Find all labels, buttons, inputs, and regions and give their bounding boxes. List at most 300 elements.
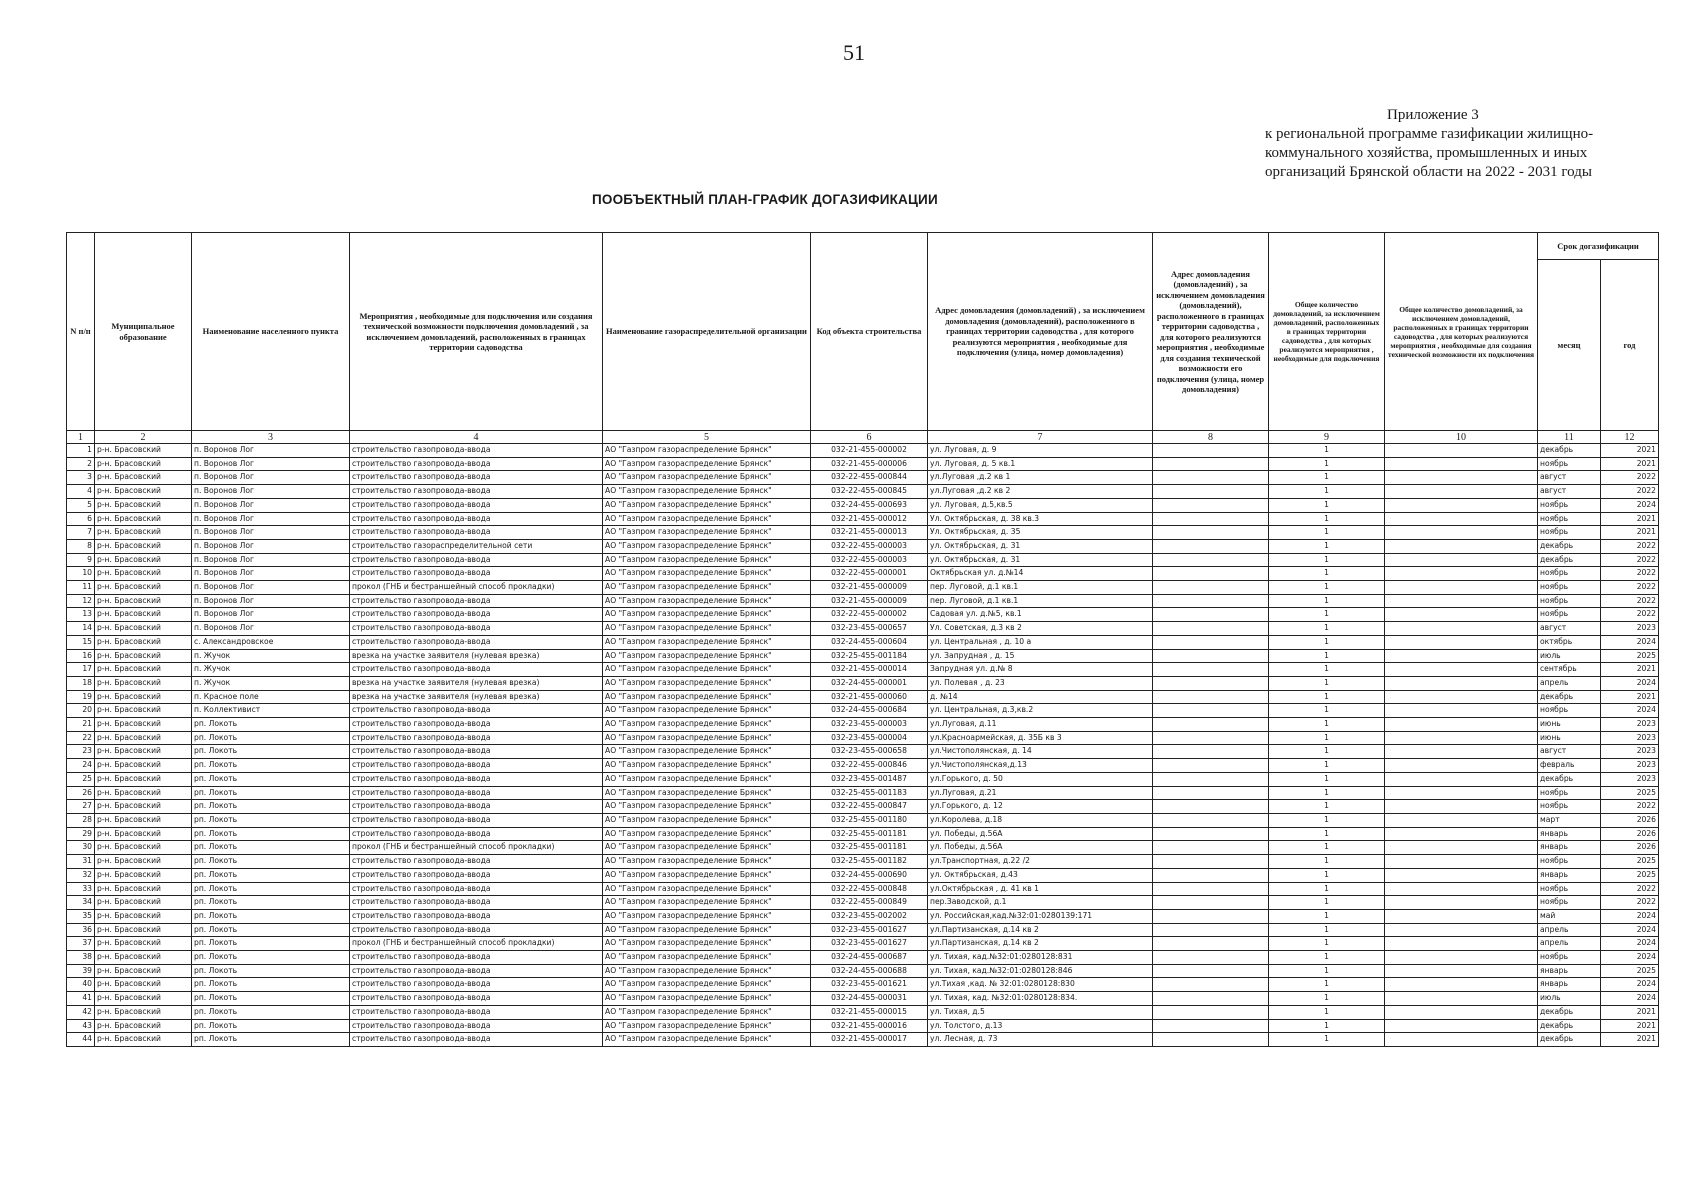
address-tech-cell: [1153, 800, 1269, 814]
table-row: [67, 786, 1659, 800]
count-cell: 1: [1269, 800, 1385, 814]
measure-cell: строительство газопровода-ввода: [350, 622, 603, 636]
address-cell: пер.Заводской, д.1: [928, 896, 1153, 910]
count-cell: 1: [1269, 964, 1385, 978]
object-code-cell: 032-22-455-000846: [811, 759, 928, 773]
month-cell: январь: [1538, 964, 1601, 978]
address-cell: ул.Горького, д. 50: [928, 772, 1153, 786]
month-cell: ноябрь: [1538, 608, 1601, 622]
month-cell: ноябрь: [1538, 896, 1601, 910]
municipality-cell: р-н. Брасовский: [95, 622, 192, 636]
count-tech-cell: [1385, 841, 1538, 855]
month-cell: октябрь: [1538, 635, 1601, 649]
month-cell: январь: [1538, 978, 1601, 992]
address-tech-cell: [1153, 608, 1269, 622]
table-row: [67, 718, 1659, 732]
measure-cell: строительство газопровода-ввода: [350, 512, 603, 526]
table-row: [67, 868, 1659, 882]
count-tech-cell: [1385, 1019, 1538, 1033]
row-number: 24: [67, 759, 95, 773]
table-row: [67, 1033, 1659, 1047]
object-code-cell: 032-21-455-000014: [811, 663, 928, 677]
measure-cell: врезка на участке заявителя (нулевая врезка): [350, 690, 603, 704]
settlement-cell: п. Воронов Лог: [192, 444, 350, 458]
gas-org-cell: АО "Газпром газораспределение Брянск": [603, 594, 811, 608]
measure-cell: строительство газопровода-ввода: [350, 457, 603, 471]
month-cell: ноябрь: [1538, 581, 1601, 595]
count-cell: 1: [1269, 718, 1385, 732]
municipality-cell: р-н. Брасовский: [95, 923, 192, 937]
count-cell: 1: [1269, 649, 1385, 663]
measure-cell: строительство газопровода-ввода: [350, 635, 603, 649]
address-tech-cell: [1153, 444, 1269, 458]
table-row: [67, 813, 1659, 827]
column-number: 8: [1153, 431, 1269, 444]
row-number: 34: [67, 896, 95, 910]
object-code-cell: 032-22-455-000002: [811, 608, 928, 622]
object-code-cell: 032-21-455-000013: [811, 526, 928, 540]
object-code-cell: 032-24-455-000690: [811, 868, 928, 882]
gas-org-cell: АО "Газпром газораспределение Брянск": [603, 690, 811, 704]
municipality-cell: р-н. Брасовский: [95, 649, 192, 663]
row-number: 27: [67, 800, 95, 814]
municipality-cell: р-н. Брасовский: [95, 786, 192, 800]
settlement-cell: рп. Локоть: [192, 827, 350, 841]
object-code-cell: 032-23-455-001627: [811, 937, 928, 951]
year-cell: 2026: [1601, 813, 1659, 827]
table-row: [67, 553, 1659, 567]
gas-org-cell: АО "Газпром газораспределение Брянск": [603, 964, 811, 978]
row-number: 38: [67, 951, 95, 965]
year-cell: 2024: [1601, 951, 1659, 965]
row-number: 13: [67, 608, 95, 622]
settlement-cell: п. Воронов Лог: [192, 608, 350, 622]
gas-org-cell: АО "Газпром газораспределение Брянск": [603, 759, 811, 773]
column-number: 1: [67, 431, 95, 444]
count-cell: 1: [1269, 896, 1385, 910]
address-tech-cell: [1153, 581, 1269, 595]
gas-org-cell: АО "Газпром газораспределение Брянск": [603, 868, 811, 882]
object-code-cell: 032-23-455-000003: [811, 718, 928, 732]
year-cell: 2021: [1601, 1019, 1659, 1033]
object-code-cell: 032-24-455-000684: [811, 704, 928, 718]
municipality-cell: р-н. Брасовский: [95, 882, 192, 896]
row-number: 37: [67, 937, 95, 951]
table-row: [67, 1019, 1659, 1033]
count-tech-cell: [1385, 813, 1538, 827]
year-cell: 2025: [1601, 868, 1659, 882]
year-cell: 2025: [1601, 855, 1659, 869]
address-tech-cell: [1153, 498, 1269, 512]
count-tech-cell: [1385, 663, 1538, 677]
month-cell: декабрь: [1538, 1033, 1601, 1047]
object-code-cell: 032-22-455-000844: [811, 471, 928, 485]
municipality-cell: р-н. Брасовский: [95, 457, 192, 471]
municipality-cell: р-н. Брасовский: [95, 539, 192, 553]
settlement-cell: рп. Локоть: [192, 786, 350, 800]
municipality-cell: р-н. Брасовский: [95, 868, 192, 882]
settlement-cell: п. Жучок: [192, 663, 350, 677]
month-cell: сентябрь: [1538, 663, 1601, 677]
municipality-cell: р-н. Брасовский: [95, 964, 192, 978]
measure-cell: врезка на участке заявителя (нулевая врезка): [350, 649, 603, 663]
count-tech-cell: [1385, 649, 1538, 663]
municipality-cell: р-н. Брасовский: [95, 745, 192, 759]
header-municipality: Муниципальное образование: [95, 233, 192, 431]
header-measures: Мероприятия , необходимые для подключения или создания технической возможности подключения домовладений , за исключением домовладений, расположенных в границах территории садоводства: [350, 233, 603, 431]
header-object-code: Код объекта строительства: [811, 233, 928, 431]
address-tech-cell: [1153, 896, 1269, 910]
year-cell: 2024: [1601, 978, 1659, 992]
measure-cell: прокол (ГНБ и бестраншейный способ прокладки): [350, 581, 603, 595]
table-body: [67, 444, 1659, 1047]
address-cell: ул. Толстого, д.13: [928, 1019, 1153, 1033]
row-number: 14: [67, 622, 95, 636]
measure-cell: строительство газопровода-ввода: [350, 526, 603, 540]
measure-cell: строительство газопровода-ввода: [350, 978, 603, 992]
count-cell: 1: [1269, 594, 1385, 608]
column-number: 3: [192, 431, 350, 444]
month-cell: ноябрь: [1538, 498, 1601, 512]
settlement-cell: п. Воронов Лог: [192, 457, 350, 471]
measure-cell: строительство газопровода-ввода: [350, 704, 603, 718]
row-number: 28: [67, 813, 95, 827]
year-cell: 2022: [1601, 485, 1659, 499]
municipality-cell: р-н. Брасовский: [95, 978, 192, 992]
count-cell: 1: [1269, 978, 1385, 992]
table-row: [67, 608, 1659, 622]
address-cell: Садовая ул. д.№5, кв.1: [928, 608, 1153, 622]
row-number: 30: [67, 841, 95, 855]
municipality-cell: р-н. Брасовский: [95, 444, 192, 458]
row-number: 11: [67, 581, 95, 595]
count-cell: 1: [1269, 471, 1385, 485]
row-number: 32: [67, 868, 95, 882]
measure-cell: строительство газопровода-ввода: [350, 567, 603, 581]
municipality-cell: р-н. Брасовский: [95, 690, 192, 704]
table-row: [67, 622, 1659, 636]
header-year: год: [1601, 260, 1659, 431]
municipality-cell: р-н. Брасовский: [95, 498, 192, 512]
municipality-cell: р-н. Брасовский: [95, 553, 192, 567]
gas-org-cell: АО "Газпром газораспределение Брянск": [603, 608, 811, 622]
measure-cell: строительство газопровода-ввода: [350, 951, 603, 965]
municipality-cell: р-н. Брасовский: [95, 485, 192, 499]
municipality-cell: р-н. Брасовский: [95, 526, 192, 540]
month-cell: ноябрь: [1538, 882, 1601, 896]
count-tech-cell: [1385, 951, 1538, 965]
settlement-cell: рп. Локоть: [192, 731, 350, 745]
table-row: [67, 539, 1659, 553]
gas-org-cell: АО "Газпром газораспределение Брянск": [603, 539, 811, 553]
table-row: [67, 567, 1659, 581]
header-address: Адрес домовладения (домовладений) , за исключением домовладения (домовладений), расположенного в границах территории садоводства , для которого реализуются мероприятия , необходимые для подключения (улица, номер домовладения): [928, 233, 1153, 431]
gas-org-cell: АО "Газпром газораспределение Брянск": [603, 882, 811, 896]
address-tech-cell: [1153, 786, 1269, 800]
gas-org-cell: АО "Газпром газораспределение Брянск": [603, 855, 811, 869]
table-row: [67, 663, 1659, 677]
address-tech-cell: [1153, 471, 1269, 485]
month-cell: декабрь: [1538, 772, 1601, 786]
settlement-cell: п. Воронов Лог: [192, 485, 350, 499]
object-code-cell: 032-21-455-000009: [811, 581, 928, 595]
month-cell: август: [1538, 471, 1601, 485]
count-tech-cell: [1385, 498, 1538, 512]
count-cell: 1: [1269, 909, 1385, 923]
municipality-cell: р-н. Брасовский: [95, 772, 192, 786]
row-number: 1: [67, 444, 95, 458]
measure-cell: строительство газопровода-ввода: [350, 772, 603, 786]
row-number: 3: [67, 471, 95, 485]
measure-cell: врезка на участке заявителя (нулевая врезка): [350, 676, 603, 690]
measure-cell: строительство газопровода-ввода: [350, 923, 603, 937]
table-row: [67, 951, 1659, 965]
object-code-cell: 032-21-455-000006: [811, 457, 928, 471]
address-cell: пер. Луговой, д.1 кв.1: [928, 581, 1153, 595]
object-code-cell: 032-21-455-000002: [811, 444, 928, 458]
gas-org-cell: АО "Газпром газораспределение Брянск": [603, 827, 811, 841]
column-number: 2: [95, 431, 192, 444]
year-cell: 2021: [1601, 444, 1659, 458]
settlement-cell: п. Воронов Лог: [192, 471, 350, 485]
count-tech-cell: [1385, 759, 1538, 773]
year-cell: 2023: [1601, 731, 1659, 745]
row-number: 22: [67, 731, 95, 745]
row-number: 26: [67, 786, 95, 800]
address-tech-cell: [1153, 855, 1269, 869]
measure-cell: строительство газопровода-ввода: [350, 855, 603, 869]
address-cell: ул. Луговая, д. 9: [928, 444, 1153, 458]
row-number: 39: [67, 964, 95, 978]
settlement-cell: рп. Локоть: [192, 759, 350, 773]
header-total-count: Общее количество домовладений, за исключением домовладений, расположенных в границах территории садоводства , для которых реализуются мероприятия , необходимые для подключения: [1269, 233, 1385, 431]
table-row: [67, 937, 1659, 951]
table-row: [67, 512, 1659, 526]
month-cell: август: [1538, 622, 1601, 636]
address-cell: ул.Луговая, д.11: [928, 718, 1153, 732]
object-code-cell: 032-25-455-001182: [811, 855, 928, 869]
settlement-cell: рп. Локоть: [192, 923, 350, 937]
settlement-cell: рп. Локоть: [192, 745, 350, 759]
measure-cell: строительство газопровода-ввода: [350, 759, 603, 773]
year-cell: 2023: [1601, 622, 1659, 636]
measure-cell: строительство газопровода-ввода: [350, 882, 603, 896]
municipality-cell: р-н. Брасовский: [95, 896, 192, 910]
year-cell: 2022: [1601, 471, 1659, 485]
object-code-cell: 032-22-455-000848: [811, 882, 928, 896]
gas-org-cell: АО "Газпром газораспределение Брянск": [603, 526, 811, 540]
address-cell: ул. Центральная, д.3,кв.2: [928, 704, 1153, 718]
year-cell: 2024: [1601, 704, 1659, 718]
count-tech-cell: [1385, 827, 1538, 841]
header-gas-org: Наименование газораспределительной организации: [603, 233, 811, 431]
municipality-cell: р-н. Брасовский: [95, 841, 192, 855]
address-tech-cell: [1153, 813, 1269, 827]
table-row: [67, 649, 1659, 663]
table-row: [67, 731, 1659, 745]
address-tech-cell: [1153, 909, 1269, 923]
month-cell: декабрь: [1538, 690, 1601, 704]
gas-org-cell: АО "Газпром газораспределение Брянск": [603, 1005, 811, 1019]
table-row: [67, 978, 1659, 992]
object-code-cell: 032-21-455-000012: [811, 512, 928, 526]
count-cell: 1: [1269, 608, 1385, 622]
count-tech-cell: [1385, 978, 1538, 992]
measure-cell: строительство газопровода-ввода: [350, 444, 603, 458]
municipality-cell: р-н. Брасовский: [95, 581, 192, 595]
municipality-cell: р-н. Брасовский: [95, 855, 192, 869]
object-code-cell: 032-25-455-001184: [811, 649, 928, 663]
table-row: [67, 581, 1659, 595]
count-tech-cell: [1385, 909, 1538, 923]
address-cell: Ул. Октябрьская, д. 38 кв.3: [928, 512, 1153, 526]
address-cell: ул.Горького, д. 12: [928, 800, 1153, 814]
year-cell: 2024: [1601, 909, 1659, 923]
address-cell: ул. Полевая , д. 23: [928, 676, 1153, 690]
municipality-cell: р-н. Брасовский: [95, 1033, 192, 1047]
year-cell: 2025: [1601, 964, 1659, 978]
count-cell: 1: [1269, 868, 1385, 882]
row-number: 20: [67, 704, 95, 718]
row-number: 31: [67, 855, 95, 869]
count-tech-cell: [1385, 882, 1538, 896]
settlement-cell: рп. Локоть: [192, 1005, 350, 1019]
month-cell: июль: [1538, 992, 1601, 1006]
count-tech-cell: [1385, 718, 1538, 732]
row-number: 2: [67, 457, 95, 471]
gas-org-cell: АО "Газпром газораспределение Брянск": [603, 731, 811, 745]
month-cell: апрель: [1538, 923, 1601, 937]
municipality-cell: р-н. Брасовский: [95, 951, 192, 965]
settlement-cell: рп. Локоть: [192, 909, 350, 923]
address-cell: ул. Запрудная , д. 15: [928, 649, 1153, 663]
count-cell: 1: [1269, 813, 1385, 827]
table-row: [67, 964, 1659, 978]
month-cell: ноябрь: [1538, 594, 1601, 608]
measure-cell: строительство газопровода-ввода: [350, 964, 603, 978]
table-row: [67, 457, 1659, 471]
count-cell: 1: [1269, 1019, 1385, 1033]
address-cell: ул.Чистополянская, д. 14: [928, 745, 1153, 759]
measure-cell: строительство газопровода-ввода: [350, 1005, 603, 1019]
address-tech-cell: [1153, 964, 1269, 978]
month-cell: август: [1538, 745, 1601, 759]
settlement-cell: рп. Локоть: [192, 896, 350, 910]
document-title: ПООБЪЕКТНЫЙ ПЛАН-ГРАФИК ДОГАЗИФИКАЦИИ: [592, 192, 938, 207]
settlement-cell: рп. Локоть: [192, 772, 350, 786]
column-number: 7: [928, 431, 1153, 444]
month-cell: июль: [1538, 649, 1601, 663]
month-cell: декабрь: [1538, 553, 1601, 567]
settlement-cell: п. Коллективист: [192, 704, 350, 718]
table-row: [67, 635, 1659, 649]
address-cell: ул. Тихая, кад.№32:01:0280128:831: [928, 951, 1153, 965]
month-cell: декабрь: [1538, 444, 1601, 458]
object-code-cell: 032-25-455-001181: [811, 841, 928, 855]
count-tech-cell: [1385, 444, 1538, 458]
object-code-cell: 032-24-455-000001: [811, 676, 928, 690]
object-code-cell: 032-25-455-001180: [811, 813, 928, 827]
address-cell: ул.Луговая ,д.2 кв 1: [928, 471, 1153, 485]
address-cell: ул. Октябрьская, д. 31: [928, 539, 1153, 553]
row-number: 29: [67, 827, 95, 841]
count-cell: 1: [1269, 526, 1385, 540]
appendix-line: организаций Брянской области на 2022 - 2031 годы: [1265, 164, 1592, 180]
gas-org-cell: АО "Газпром газораспределение Брянск": [603, 663, 811, 677]
municipality-cell: р-н. Брасовский: [95, 635, 192, 649]
table-row: [67, 882, 1659, 896]
settlement-cell: п. Воронов Лог: [192, 526, 350, 540]
row-number: 15: [67, 635, 95, 649]
address-cell: ул. Тихая, кад.№32:01:0280128:846: [928, 964, 1153, 978]
count-cell: 1: [1269, 498, 1385, 512]
gas-org-cell: АО "Газпром газораспределение Брянск": [603, 992, 811, 1006]
municipality-cell: р-н. Брасовский: [95, 992, 192, 1006]
settlement-cell: рп. Локоть: [192, 951, 350, 965]
row-number: 6: [67, 512, 95, 526]
address-cell: ул. Российская,кад.№32:01:0280139:171: [928, 909, 1153, 923]
table-row: [67, 992, 1659, 1006]
address-cell: ул. Победы, д.56А: [928, 827, 1153, 841]
municipality-cell: р-н. Брасовский: [95, 567, 192, 581]
address-cell: Октябрьская ул. д.№14: [928, 567, 1153, 581]
address-tech-cell: [1153, 485, 1269, 499]
settlement-cell: рп. Локоть: [192, 937, 350, 951]
address-cell: ул.Транспортная, д.22 /2: [928, 855, 1153, 869]
month-cell: декабрь: [1538, 1019, 1601, 1033]
gas-org-cell: АО "Газпром газораспределение Брянск": [603, 841, 811, 855]
measure-cell: строительство газопровода-ввода: [350, 786, 603, 800]
address-tech-cell: [1153, 649, 1269, 663]
municipality-cell: р-н. Брасовский: [95, 1019, 192, 1033]
settlement-cell: п. Воронов Лог: [192, 567, 350, 581]
year-cell: 2022: [1601, 608, 1659, 622]
year-cell: 2025: [1601, 786, 1659, 800]
settlement-cell: рп. Локоть: [192, 992, 350, 1006]
gas-org-cell: АО "Газпром газораспределение Брянск": [603, 622, 811, 636]
settlement-cell: рп. Локоть: [192, 813, 350, 827]
column-number-row: [67, 431, 1659, 444]
object-code-cell: 032-24-455-000031: [811, 992, 928, 1006]
table-row: [67, 1005, 1659, 1019]
count-tech-cell: [1385, 923, 1538, 937]
settlement-cell: рп. Локоть: [192, 1019, 350, 1033]
municipality-cell: р-н. Брасовский: [95, 594, 192, 608]
year-cell: 2026: [1601, 827, 1659, 841]
column-number: 11: [1538, 431, 1601, 444]
municipality-cell: р-н. Брасовский: [95, 718, 192, 732]
object-code-cell: 032-25-455-001181: [811, 827, 928, 841]
settlement-cell: п. Воронов Лог: [192, 622, 350, 636]
row-number: 44: [67, 1033, 95, 1047]
table-row: [67, 909, 1659, 923]
gas-org-cell: АО "Газпром газораспределение Брянск": [603, 635, 811, 649]
gas-org-cell: АО "Газпром газораспределение Брянск": [603, 704, 811, 718]
row-number: 21: [67, 718, 95, 732]
address-cell: ул. Победы, д.56А: [928, 841, 1153, 855]
municipality-cell: р-н. Брасовский: [95, 471, 192, 485]
appendix-line: к региональной программе газификации жилищно-: [1265, 126, 1594, 142]
column-number: 9: [1269, 431, 1385, 444]
municipality-cell: р-н. Брасовский: [95, 608, 192, 622]
object-code-cell: 032-24-455-000693: [811, 498, 928, 512]
table-row: [67, 676, 1659, 690]
gas-org-cell: АО "Газпром газораспределение Брянск": [603, 676, 811, 690]
year-cell: 2022: [1601, 882, 1659, 896]
year-cell: 2024: [1601, 992, 1659, 1006]
row-number: 23: [67, 745, 95, 759]
header-month: месяц: [1538, 260, 1601, 431]
